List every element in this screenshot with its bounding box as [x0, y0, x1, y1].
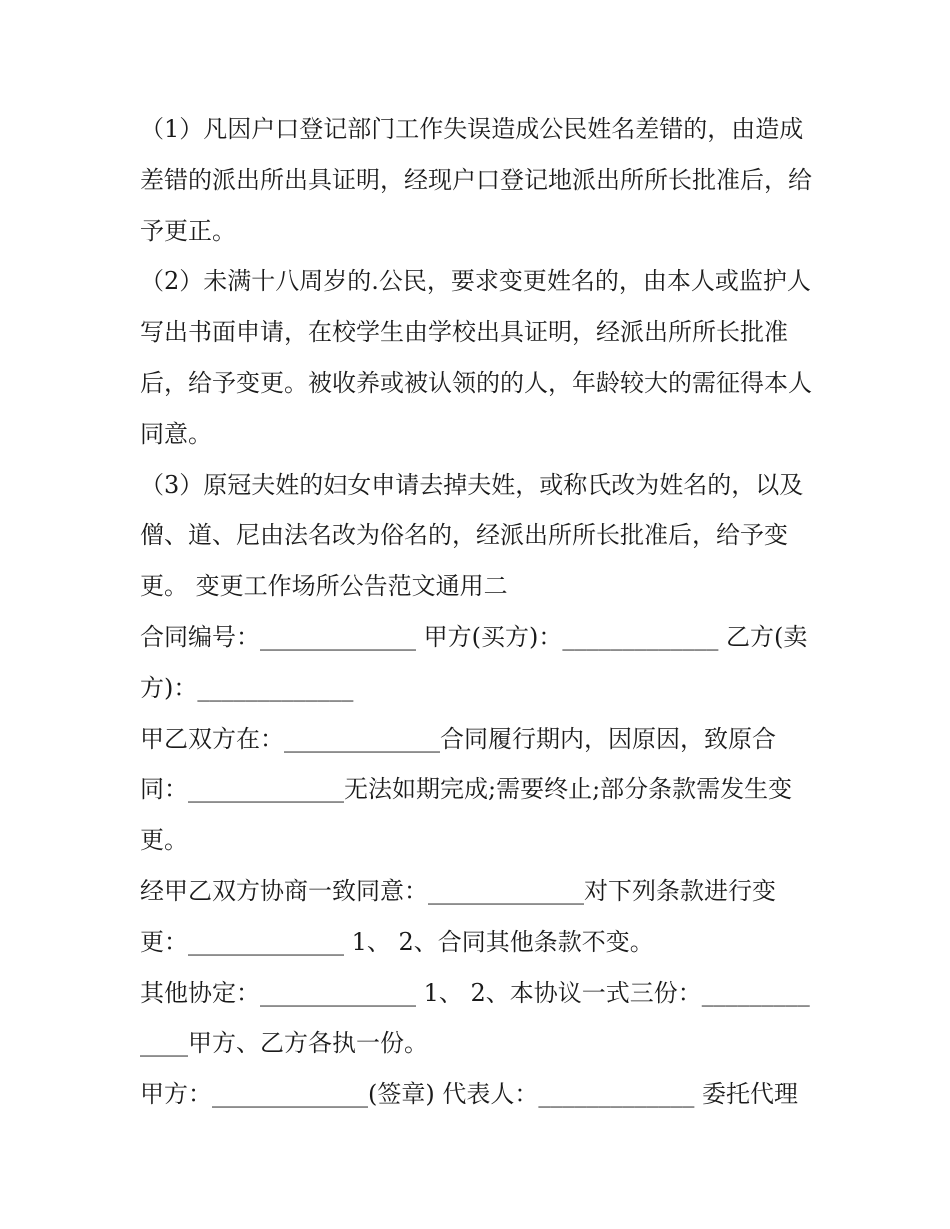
document-body: [140, 104, 820, 1120]
paragraph-agreement: 经甲乙双方协商一致同意：_____________对下列条款进行变更：_____________ 1、 2、合同其他条款不变。: [140, 876, 776, 956]
paragraph-correction: （1）凡因户口登记部门工作失误造成公民姓名差错的，由造成差错的派出所出具证明，经现户口登记地派出所所长批准后，给予更正。: [140, 115, 812, 245]
paragraph-contract-number: 合同编号：_____________ 甲方(买方)：_____________ 乙方(卖方)：_____________: [140, 622, 808, 702]
paragraph-signatures: 甲方：_____________(签章) 代表人：_____________ 委托代理: [140, 1080, 798, 1109]
paragraph-surname-change: （3）原冠夫姓的妇女申请去掉夫姓，或称氏改为姓名的，以及僧、道、尼由法名改为俗名的，经派出所所长批准后，给予变更。 变更工作场所公告范文通用二: [140, 470, 804, 601]
paragraph-contract-period: 甲乙双方在：_____________合同履行期内，因原因，致原合同：_____________无法如期完成;需要终止;部分条款需发生变更。: [140, 724, 793, 855]
paragraph-other-terms: 其他协定：_____________ 1、 2、本协议一式三份：_____________甲方、乙方各执一份。: [140, 978, 810, 1058]
paragraph-minor-name-change: （2）未满十八周岁的.公民，要求变更姓名的，由本人或监护人写出书面申请，在校学生由学校出具证明，经派出所所长批准后，给予变更。被收养或被认领的的人，年龄较大的需征得本人同意。: [140, 267, 812, 448]
